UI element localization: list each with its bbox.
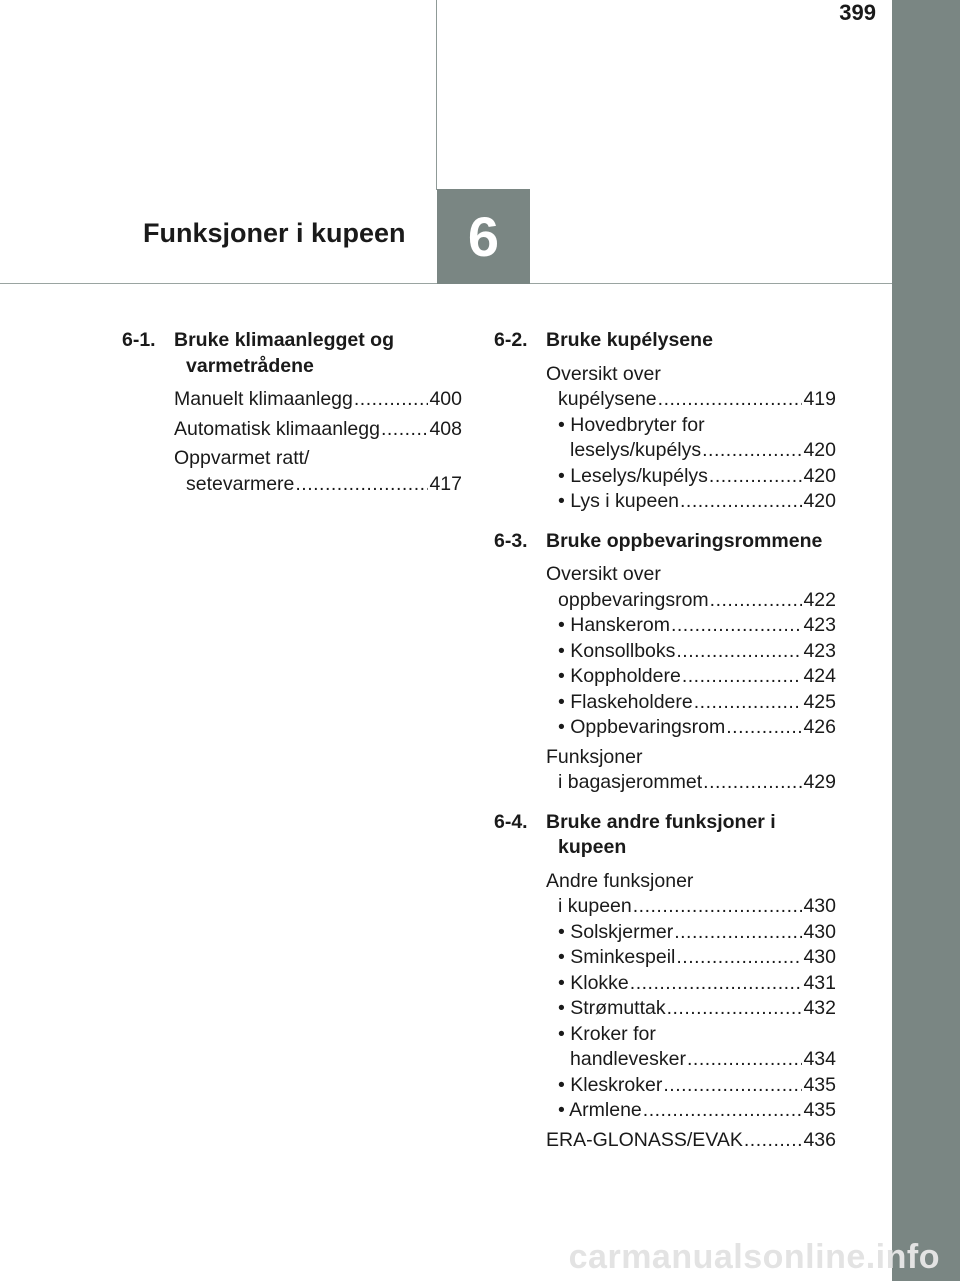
toc-entry[interactable]: • Klokke ..... 431 — [546, 971, 836, 997]
toc-entry[interactable]: • Lys i kupeen ..... 420 — [546, 489, 836, 515]
toc-entry[interactable]: • Sminkespeil ..... 430 — [546, 945, 836, 971]
chapter-side-bar — [892, 0, 960, 1281]
toc-entry[interactable]: Oversikt over oppbevaringsrom ..... 422 — [546, 562, 836, 613]
section-number: 6-4. — [494, 810, 528, 833]
chapter-number-tab: 6 — [437, 189, 530, 284]
toc-entry[interactable]: • Flaskeholdere ..... 425 — [546, 690, 836, 716]
section-title: Bruke andre funksjoner i kupeen — [546, 810, 776, 858]
toc-entry[interactable]: • Strømuttak ..... 432 — [546, 996, 836, 1022]
page-number: 399 — [839, 0, 876, 25]
toc-entry[interactable]: • Koppholdere ..... 424 — [546, 664, 836, 690]
toc-entry[interactable]: • Kleskroker ..... 435 — [546, 1073, 836, 1099]
toc-entry[interactable]: Andre funksjoner i kupeen ..... 430 — [546, 869, 836, 920]
toc-entry[interactable]: • Konsollboks ..... 423 — [546, 639, 836, 665]
toc-entry[interactable]: Funksjoner i bagasjerommet ..... 429 — [546, 745, 836, 796]
toc-right-column — [494, 328, 836, 1161]
toc-entry[interactable]: • Hanskerom ..... 423 — [546, 613, 836, 639]
chapter-title: Funksjoner i kupeen — [143, 218, 406, 248]
toc-entry[interactable]: • Leselys/kupélys ..... 420 — [546, 464, 836, 490]
watermark-footer: carmanualsonline.info — [568, 1238, 940, 1276]
toc-entry[interactable]: Manuelt klimaanlegg ..... 400 — [174, 387, 462, 413]
toc-entry[interactable]: • Hovedbryter for leselys/kupélys ..... 420 — [546, 413, 836, 464]
toc-section-6-3[interactable] — [494, 529, 836, 555]
toc-section-6-4[interactable] — [494, 810, 836, 861]
toc-entry[interactable]: Automatisk klimaanlegg ..... 408 — [174, 417, 462, 443]
section-title: Bruke oppbevaringsrommene — [546, 529, 823, 552]
header-divider-vertical — [436, 0, 437, 190]
section-number: 6-1. — [122, 329, 156, 351]
section-number: 6-2. — [494, 329, 528, 351]
section-title: Bruke klimaanlegget og varmetrådene — [174, 329, 394, 377]
toc-entry[interactable]: Oversikt over kupélysene ..... 419 — [546, 362, 836, 413]
toc-entry[interactable]: • Solskjermer ..... 430 — [546, 920, 836, 946]
toc-entry[interactable]: • Oppbevaringsrom ..... 426 — [546, 715, 836, 741]
toc-entry[interactable]: Oppvarmet ratt/ setevarmere ..... 417 — [174, 446, 462, 497]
toc-entry[interactable]: • Kroker for handlevesker ..... 434 — [546, 1022, 836, 1073]
toc-section-6-2[interactable] — [494, 328, 836, 354]
section-title: Bruke kupélysene — [546, 329, 713, 351]
toc-section-6-1[interactable] — [122, 328, 462, 379]
toc-entry[interactable]: ERA-GLONASS/EVAK ..... 436 — [546, 1128, 836, 1154]
section-number: 6-3. — [494, 529, 528, 552]
toc-left-column — [122, 328, 462, 505]
toc-entry[interactable]: • Armlene ..... 435 — [546, 1098, 836, 1124]
